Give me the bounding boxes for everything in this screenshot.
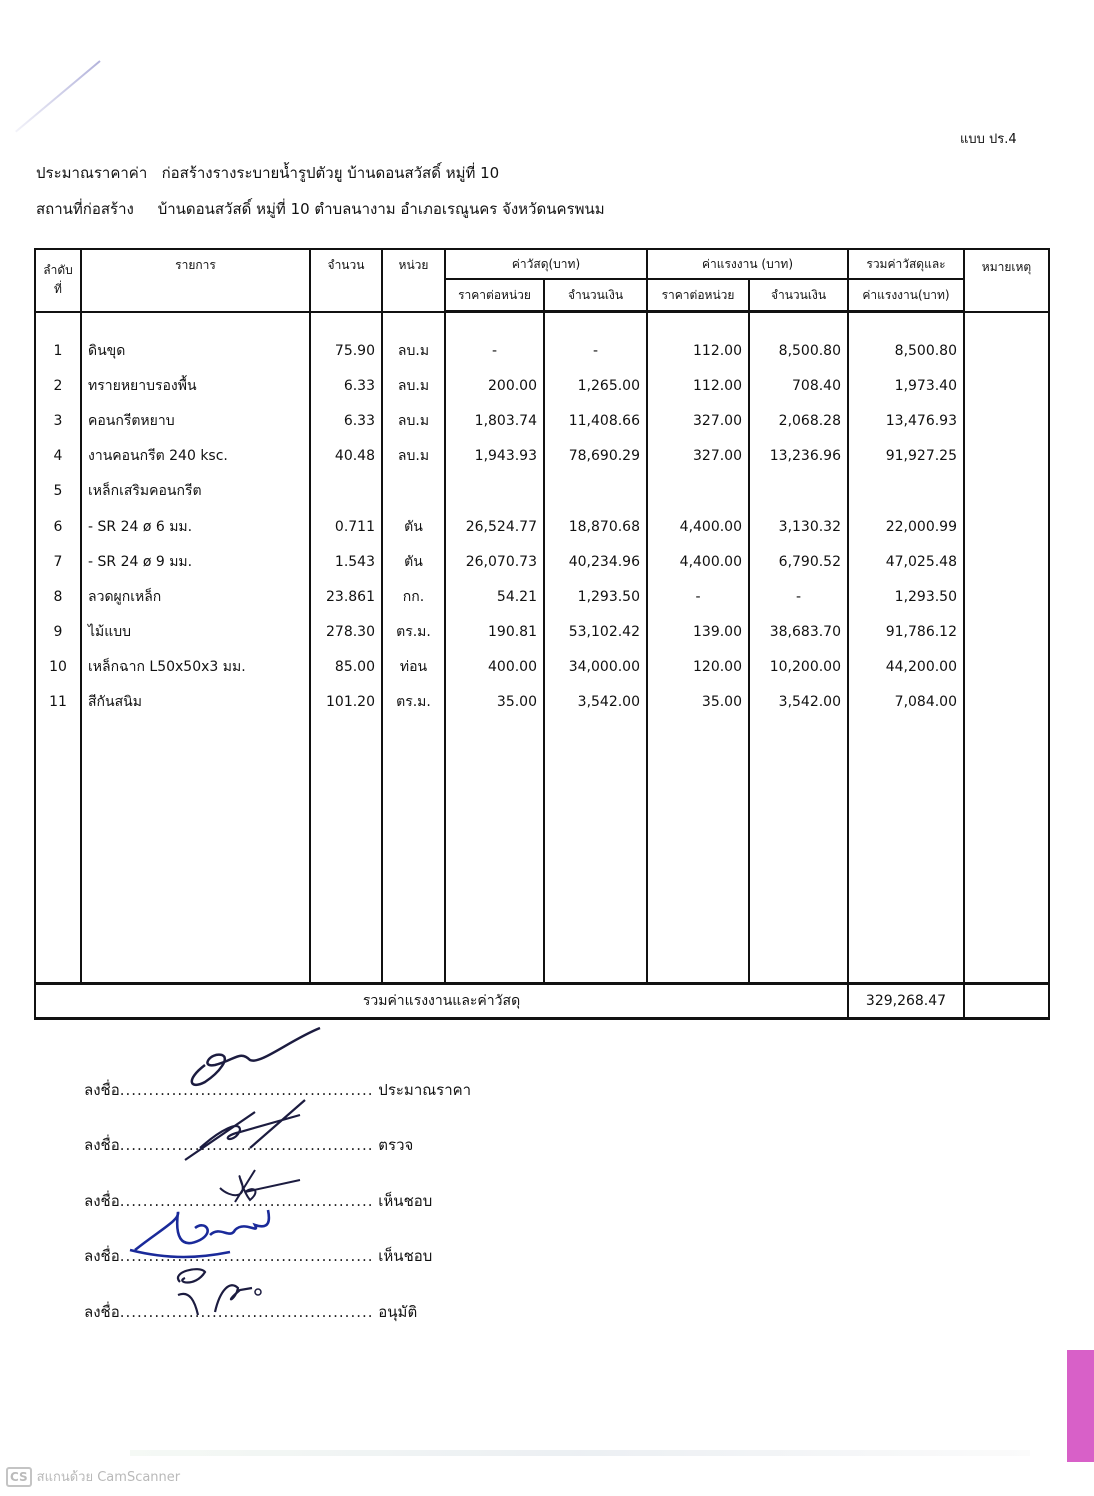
row-remark [964, 544, 1049, 579]
grand-total-label: รวมค่าแรงงานและค่าวัสดุ [35, 984, 848, 1019]
handwritten-signatures [0, 1020, 460, 1340]
table-row [35, 474, 1049, 509]
row-unit: ตัน [382, 544, 445, 579]
row-unit: ลบ.ม [382, 439, 445, 474]
camscanner-text: สแกนด้วย CamScanner [36, 1470, 181, 1485]
row-labor-unit-price: - [647, 579, 749, 614]
grand-total-remark [964, 984, 1049, 1019]
signature-line-authorizer: ลงชื่อ............................................ อนุมัติ [84, 1303, 418, 1321]
row-material-unit-price: 190.81 [445, 615, 544, 650]
estimate-title [36, 161, 499, 185]
row-unit: ลบ.ม [382, 403, 445, 438]
location-line [36, 197, 605, 221]
row-remark [964, 509, 1049, 544]
row-labor-amount: 8,500.80 [749, 333, 848, 368]
row-total [848, 474, 964, 509]
row-qty: 75.90 [310, 333, 382, 368]
table-row [35, 439, 1049, 474]
row-no: 7 [35, 544, 81, 579]
row-material-amount: 1,293.50 [544, 579, 647, 614]
location-label: สถานที่ก่อสร้าง [36, 200, 134, 218]
row-qty [310, 474, 382, 509]
form-code: แบบ ปร.4 [960, 132, 1017, 147]
row-material-unit-price: 1,943.93 [445, 439, 544, 474]
row-material-unit-price: 26,070.73 [445, 544, 544, 579]
row-labor-amount [749, 474, 848, 509]
signature-role: อนุมัติ [378, 1303, 418, 1321]
signature-role: เห็นชอบ [378, 1247, 433, 1265]
row-qty: 6.33 [310, 368, 382, 403]
row-no: 10 [35, 650, 81, 685]
row-remark [964, 685, 1049, 720]
grand-total-row [35, 984, 1049, 1019]
table-row [35, 544, 1049, 579]
header-remark: หมายเหตุ [964, 249, 1049, 312]
row-labor-unit-price: 139.00 [647, 615, 749, 650]
row-total: 1,973.40 [848, 368, 964, 403]
row-labor-amount: 708.40 [749, 368, 848, 403]
row-item: - SR 24 ø 9 มม. [81, 544, 310, 579]
cost-estimate-table [34, 248, 1050, 1020]
row-total: 47,025.48 [848, 544, 964, 579]
header-qty: จำนวน [310, 249, 382, 312]
row-labor-unit-price: 112.00 [647, 368, 749, 403]
header-unit: หน่วย [382, 249, 445, 312]
row-qty: 85.00 [310, 650, 382, 685]
row-no: 8 [35, 579, 81, 614]
row-labor-unit-price: 120.00 [647, 650, 749, 685]
row-labor-amount: 2,068.28 [749, 403, 848, 438]
row-unit: ตร.ม. [382, 615, 445, 650]
estimate-value: ก่อสร้างรางระบายน้ำรูปตัวยู บ้านดอนสวัสดิ์ หมู่ที่ 10 [161, 164, 500, 182]
scan-artifact-line [130, 1450, 1030, 1456]
row-material-amount: 11,408.66 [544, 403, 647, 438]
row-remark [964, 615, 1049, 650]
row-remark [964, 650, 1049, 685]
header-total-line2: ค่าแรงงาน(บาท) [848, 279, 964, 312]
row-labor-amount: 3,542.00 [749, 685, 848, 720]
row-total: 22,000.99 [848, 509, 964, 544]
row-total: 13,476.93 [848, 403, 964, 438]
header-labor-unit-price: ราคาต่อหน่วย [647, 279, 749, 312]
signature-role: ประมาณราคา [378, 1081, 472, 1099]
row-no: 4 [35, 439, 81, 474]
row-item: ทรายหยาบรองพื้น [81, 368, 310, 403]
row-labor-unit-price: 112.00 [647, 333, 749, 368]
row-labor-unit-price: 35.00 [647, 685, 749, 720]
row-unit: ท่อน [382, 650, 445, 685]
row-labor-amount: 6,790.52 [749, 544, 848, 579]
row-qty: 6.33 [310, 403, 382, 438]
table-row [35, 509, 1049, 544]
table-row [35, 333, 1049, 368]
row-material-unit-price: 26,524.77 [445, 509, 544, 544]
signature-role: เห็นชอบ [378, 1192, 433, 1210]
signature-dot [255, 1289, 261, 1295]
spacer-row [35, 312, 1049, 334]
row-material-unit-price [445, 474, 544, 509]
row-material-amount: 40,234.96 [544, 544, 647, 579]
row-labor-unit-price [647, 474, 749, 509]
row-remark [964, 439, 1049, 474]
empty-filler-row [35, 720, 1049, 984]
row-no: 6 [35, 509, 81, 544]
row-item: สีกันสนิม [81, 685, 310, 720]
row-total: 44,200.00 [848, 650, 964, 685]
row-total: 91,927.25 [848, 439, 964, 474]
row-no: 3 [35, 403, 81, 438]
row-labor-unit-price: 4,400.00 [647, 544, 749, 579]
row-total: 91,786.12 [848, 615, 964, 650]
row-labor-amount: - [749, 579, 848, 614]
row-no: 5 [35, 474, 81, 509]
camscanner-watermark [6, 1466, 180, 1487]
row-total: 1,293.50 [848, 579, 964, 614]
signature-role: ตรวจ [378, 1136, 414, 1154]
row-qty: 101.20 [310, 685, 382, 720]
row-material-unit-price: 54.21 [445, 579, 544, 614]
row-item: ไม้แบบ [81, 615, 310, 650]
header-material-amount: จำนวนเงิน [544, 279, 647, 312]
table-row [35, 615, 1049, 650]
row-material-amount: 34,000.00 [544, 650, 647, 685]
row-unit: ลบ.ม [382, 368, 445, 403]
row-labor-amount: 3,130.32 [749, 509, 848, 544]
header-labor-group: ค่าแรงงาน (บาท) [647, 249, 848, 279]
row-material-amount: 18,870.68 [544, 509, 647, 544]
row-qty: 23.861 [310, 579, 382, 614]
signature-line-estimator: ลงชื่อ............................................ ประมาณราคา [84, 1081, 472, 1099]
row-material-amount: - [544, 333, 647, 368]
header-material-unit-price: ราคาต่อหน่วย [445, 279, 544, 312]
row-no: 11 [35, 685, 81, 720]
signature-scribble-1 [192, 1028, 320, 1085]
row-no: 1 [35, 333, 81, 368]
row-material-unit-price: 1,803.74 [445, 403, 544, 438]
row-material-unit-price: 35.00 [445, 685, 544, 720]
row-qty: 0.711 [310, 509, 382, 544]
table-row [35, 685, 1049, 720]
row-material-amount [544, 474, 647, 509]
row-no: 9 [35, 615, 81, 650]
row-unit: กก. [382, 579, 445, 614]
row-material-unit-price: 200.00 [445, 368, 544, 403]
row-item: คอนกรีตหยาบ [81, 403, 310, 438]
row-remark [964, 333, 1049, 368]
row-remark [964, 579, 1049, 614]
table-row [35, 650, 1049, 685]
row-material-amount: 1,265.00 [544, 368, 647, 403]
signature-line-approver-1: ลงชื่อ............................................ เห็นชอบ [84, 1192, 433, 1210]
camscanner-logo-icon: CS [6, 1467, 32, 1487]
table-row [35, 579, 1049, 614]
row-remark [964, 474, 1049, 509]
row-item: ลวดผูกเหล็ก [81, 579, 310, 614]
table-row [35, 368, 1049, 403]
row-item: เหล็กเสริมคอนกรีต [81, 474, 310, 509]
row-unit: ลบ.ม [382, 333, 445, 368]
row-total: 8,500.80 [848, 333, 964, 368]
row-item: ดินขุด [81, 333, 310, 368]
magenta-sticky-tab [1067, 1350, 1094, 1462]
table-row [35, 403, 1049, 438]
row-qty: 40.48 [310, 439, 382, 474]
row-remark [964, 368, 1049, 403]
row-unit [382, 474, 445, 509]
location-value: บ้านดอนสวัสดิ์ หมู่ที่ 10 ตำบลนางาม อำเภอเรณูนคร จังหวัดนครพนม [157, 200, 605, 218]
row-labor-unit-price: 327.00 [647, 403, 749, 438]
row-labor-unit-price: 4,400.00 [647, 509, 749, 544]
row-labor-amount: 38,683.70 [749, 615, 848, 650]
header-material-group: ค่าวัสดุ(บาท) [445, 249, 647, 279]
header-total-line1: รวมค่าวัสดุและ [848, 249, 964, 279]
row-material-amount: 78,690.29 [544, 439, 647, 474]
row-unit: ตัน [382, 509, 445, 544]
row-total: 7,084.00 [848, 685, 964, 720]
header-item: รายการ [81, 249, 310, 312]
estimate-label: ประมาณราคาค่า [36, 164, 148, 182]
scan-artifact-line [15, 60, 101, 132]
row-remark [964, 403, 1049, 438]
row-item: เหล็กฉาก L50x50x3 มม. [81, 650, 310, 685]
row-qty: 278.30 [310, 615, 382, 650]
row-unit: ตร.ม. [382, 685, 445, 720]
row-material-unit-price: - [445, 333, 544, 368]
row-labor-unit-price: 327.00 [647, 439, 749, 474]
row-material-amount: 3,542.00 [544, 685, 647, 720]
row-item: งานคอนกรีต 240 ksc. [81, 439, 310, 474]
header-labor-amount: จำนวนเงิน [749, 279, 848, 312]
row-qty: 1.543 [310, 544, 382, 579]
grand-total-value: 329,268.47 [848, 984, 964, 1019]
row-labor-amount: 13,236.96 [749, 439, 848, 474]
row-material-unit-price: 400.00 [445, 650, 544, 685]
signature-line-checker: ลงชื่อ............................................ ตรวจ [84, 1136, 414, 1154]
signature-line-approver-2: ลงชื่อ............................................ เห็นชอบ [84, 1247, 433, 1265]
row-material-amount: 53,102.42 [544, 615, 647, 650]
row-no: 2 [35, 368, 81, 403]
row-labor-amount: 10,200.00 [749, 650, 848, 685]
header-no: ลำดับ ที่ [35, 249, 81, 312]
row-item: - SR 24 ø 6 มม. [81, 509, 310, 544]
